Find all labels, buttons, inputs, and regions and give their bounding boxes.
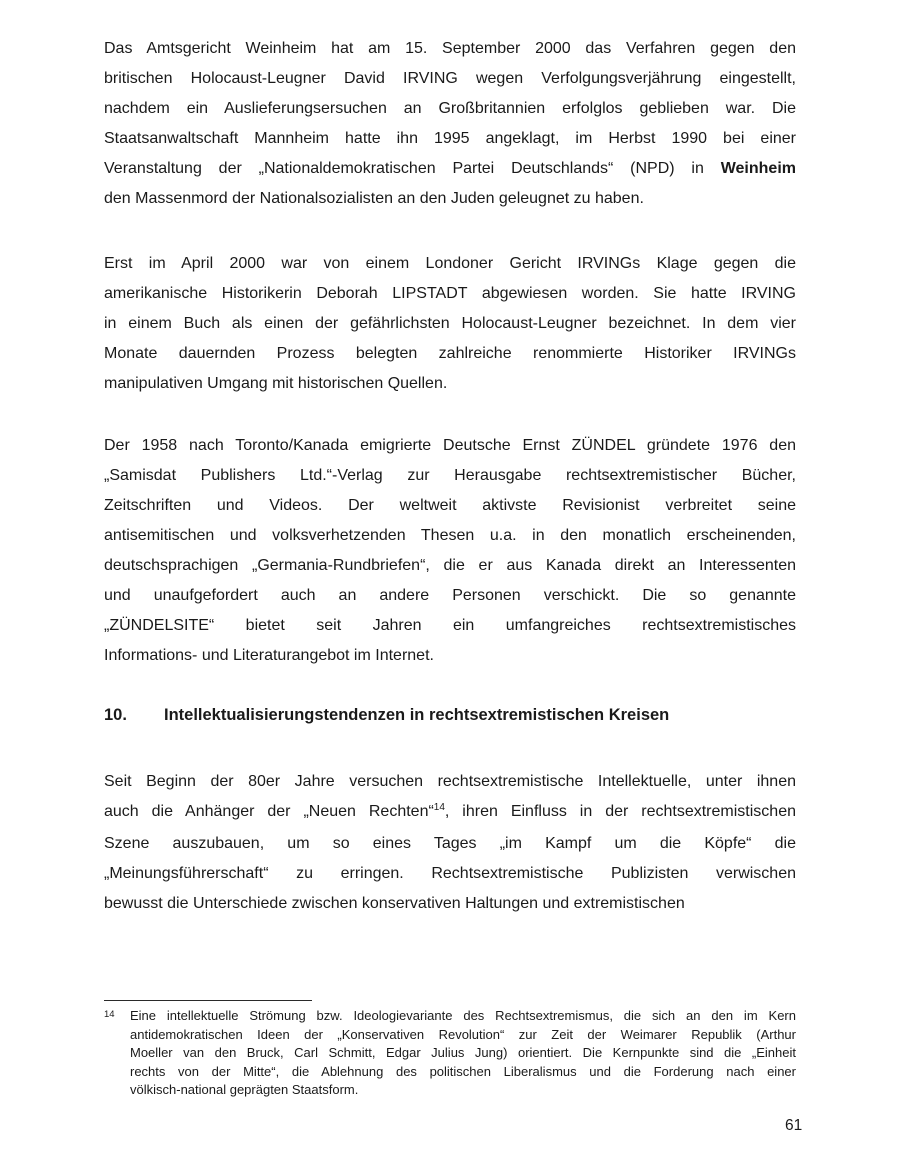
text-line: Das Amtsgericht Weinheim hat am 15. September 2000 das Verfahren gegen den [104, 40, 796, 57]
text-line: Monate dauernden Prozess belegten zahlreiche renommierte Historiker IRVINGs [104, 345, 796, 362]
text-segment: Veranstaltung der „Nationaldemokratischen Partei Deutschlands“ (NPD) in [104, 160, 721, 177]
text-line [104, 797, 796, 829]
footnote-14 [104, 1007, 796, 1100]
text-line: britischen Holocaust-Leugner David IRVING wegen Verfolgungsverjährung eingestellt, [104, 70, 796, 87]
footnote-reference-14: 14 [433, 802, 445, 813]
footnote-line: Moeller van den Bruck, Carl Schmitt, Edgar Julius Jung) orientiert. Die Kernpunkte sind die „Einheit [130, 1045, 796, 1060]
footnote-body [130, 1007, 796, 1100]
text-line: antisemitischen und volksverhetzenden Thesen u.a. in den monatlich erscheinenden, [104, 527, 796, 544]
text-line: Der 1958 nach Toronto/Kanada emigrierte Deutsche Ernst ZÜNDEL gründete 1976 den [104, 437, 796, 454]
text-line: Informations- und Literaturangebot im Internet. [104, 647, 434, 664]
section-title: Intellektualisierungstendenzen in rechtsextremistischen Kreisen [164, 706, 670, 724]
text-line: Staatsanwaltschaft Mannheim hatte ihn 1995 angeklagt, im Herbst 1990 bei einer [104, 130, 796, 147]
text-line: „Meinungsführerschaft“ zu erringen. Rechtsextremistische Publizisten verwischen [104, 865, 796, 882]
bold-text-weinheim: Weinheim [720, 160, 796, 177]
section-heading [104, 700, 796, 730]
page-number: 61 [785, 1117, 803, 1134]
footnote-line: rechts von der Mitte“, die Ablehnung des politischen Liberalismus und die Forderung nach einer [130, 1063, 796, 1079]
text-line: Erst im April 2000 war von einem Londoner Gericht IRVINGs Klage gegen die [104, 255, 796, 272]
paragraph-irving-weinheim [104, 34, 796, 214]
text-line: und unaufgefordert auch an andere Personen verschickt. Die so genannte [104, 587, 796, 604]
footnote-line: Eine intellektuelle Strömung bzw. Ideologievariante des Rechtsextremismus, die sich an den im Kern [130, 1008, 796, 1023]
footnote-marker: 14 [104, 1009, 115, 1020]
paragraph-neue-rechte [104, 767, 796, 919]
paragraph-lipstadt-prozess [104, 249, 796, 399]
footnote-line: antidemokratischen Ideen der „Konservativen Revolution“ zur Zeit der Weimarer Republik (Arthur [130, 1026, 796, 1042]
text-line: „Samisdat Publishers Ltd.“-Verlag zur Herausgabe rechtsextremistischer Bücher, [104, 467, 796, 484]
text-line: in einem Buch als einen der gefährlichsten Holocaust-Leugner bezeichnet. In dem vier [104, 315, 796, 332]
text-line: „ZÜNDELSITE“ bietet seit Jahren ein umfangreiches rechtsextremistisches [104, 617, 796, 634]
footnote-line: völkisch-national geprägten Staatsform. [130, 1082, 359, 1097]
text-segment: , ihren Einfluss in der rechtsextremistischen [444, 803, 796, 820]
text-line: amerikanische Historikerin Deborah LIPSTADT abgewiesen worden. Sie hatte IRVING [104, 285, 796, 302]
text-line: Seit Beginn der 80er Jahre versuchen rechtsextremistische Intellektuelle, unter ihnen [104, 773, 796, 790]
text-segment: auch die Anhänger der „Neuen Rechten“ [104, 803, 434, 820]
paragraph-zuendel [104, 431, 796, 671]
text-line: deutschsprachigen „Germania-Rundbriefen“, die er aus Kanada direkt an Interessenten [104, 557, 796, 574]
section-number: 10. [104, 706, 127, 724]
text-line: manipulativen Umgang mit historischen Quellen. [104, 375, 448, 392]
footnote-separator-rule [104, 1000, 312, 1001]
text-line: Szene auszubauen, um so eines Tages „im Kampf um die Köpfe“ die [104, 835, 796, 852]
text-line: Zeitschriften und Videos. Der weltweit aktivste Revisionist verbreitet seine [104, 497, 796, 514]
text-line: den Massenmord der Nationalsozialisten an den Juden geleugnet zu haben. [104, 190, 644, 207]
text-line: nachdem ein Auslieferungsersuchen an Großbritannien erfolglos geblieben war. Die [104, 100, 796, 117]
text-line [104, 154, 796, 184]
text-line: bewusst die Unterschiede zwischen konservativen Haltungen und extremistischen [104, 895, 685, 912]
